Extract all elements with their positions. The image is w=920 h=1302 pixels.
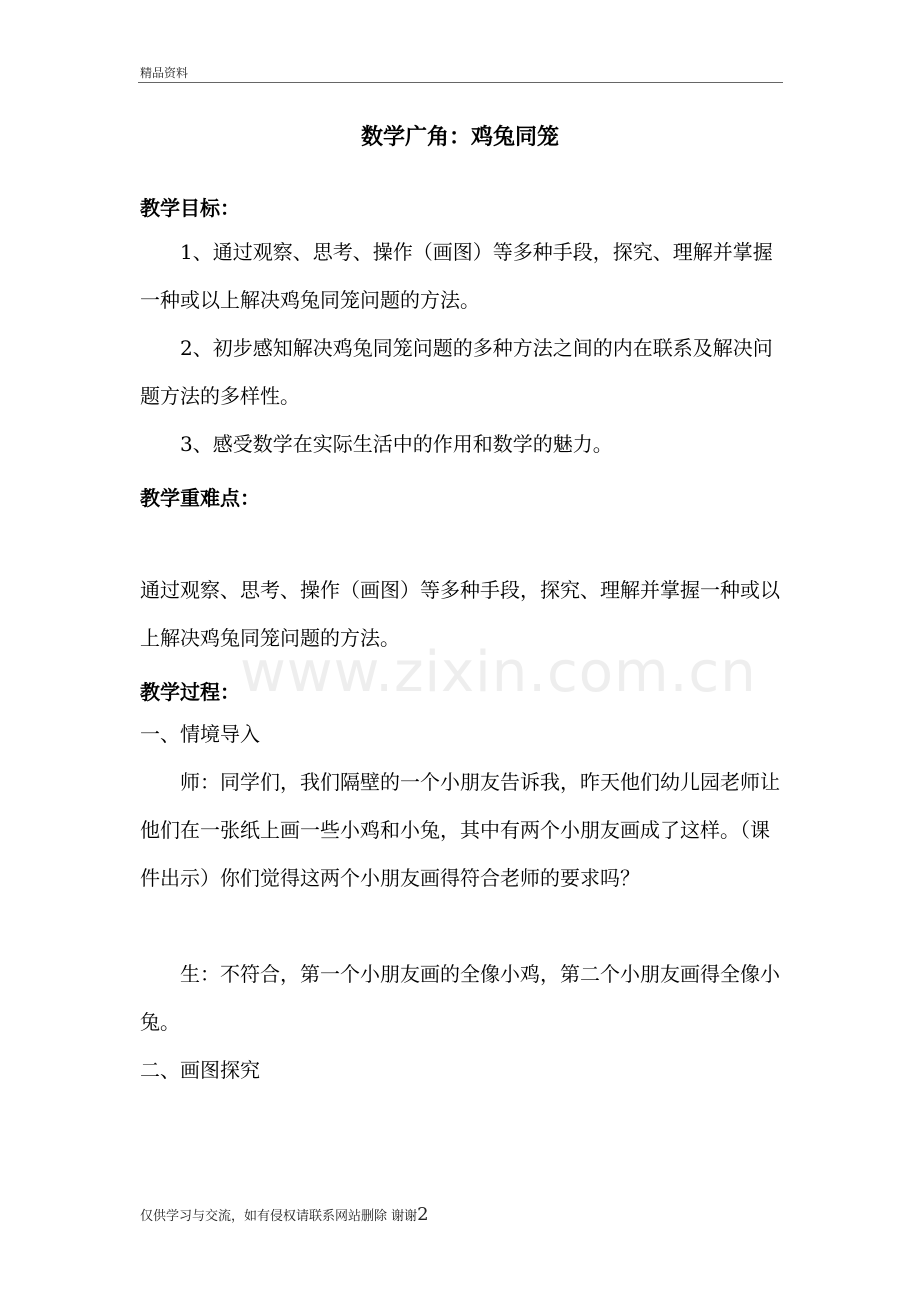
header-label: 精品资料 (140, 66, 189, 80)
goal-2: 2、初步感知解决鸡兔同笼问题的多种方法之间的内在联系及解决问题方法的多样性。 (140, 336, 773, 408)
step-1-heading: 一、情境导入 (140, 722, 260, 746)
goal-3: 3、感受数学在实际生活中的作用和数学的魅力。 (180, 432, 613, 456)
footer-text: 仅供学习与交流，如有侵权请联系网站删除 谢谢 (140, 1209, 418, 1224)
document-title: 数学广角：鸡兔同笼 (360, 125, 559, 150)
process-heading: 教学过程： (140, 680, 240, 704)
key-points-text: 通过观察、思考、操作（画图）等多种手段，探究、理解并掌握一种或以上解决鸡兔同笼问题的方法。 (140, 578, 780, 650)
page-number: 2 (417, 1204, 429, 1225)
header-divider (138, 82, 783, 83)
step-2-heading: 二、画图探究 (140, 1058, 260, 1082)
student-dialogue: 生：不符合，第一个小朋友画的全像小鸡，第二个小朋友画得全像小兔。 (140, 962, 780, 1034)
watermark: www.zixin.com.cn (240, 640, 757, 705)
teacher-dialogue: 师：同学们，我们隔壁的一个小朋友告诉我，昨天他们幼儿园老师让他们在一张纸上画一些小鸡和小兔，其中有两个小朋友画成了这样。（课件出示）你们觉得这两个小朋友画得符合老师的要求吗？ (140, 770, 780, 890)
key-points-heading: 教学重难点： (140, 486, 260, 510)
goals-heading: 教学目标： (140, 196, 240, 220)
footer (140, 1204, 429, 1225)
goal-1: 1、通过观察、思考、操作（画图）等多种手段，探究、理解并掌握一种或以上解决鸡兔同笼问题的方法。 (140, 240, 773, 312)
